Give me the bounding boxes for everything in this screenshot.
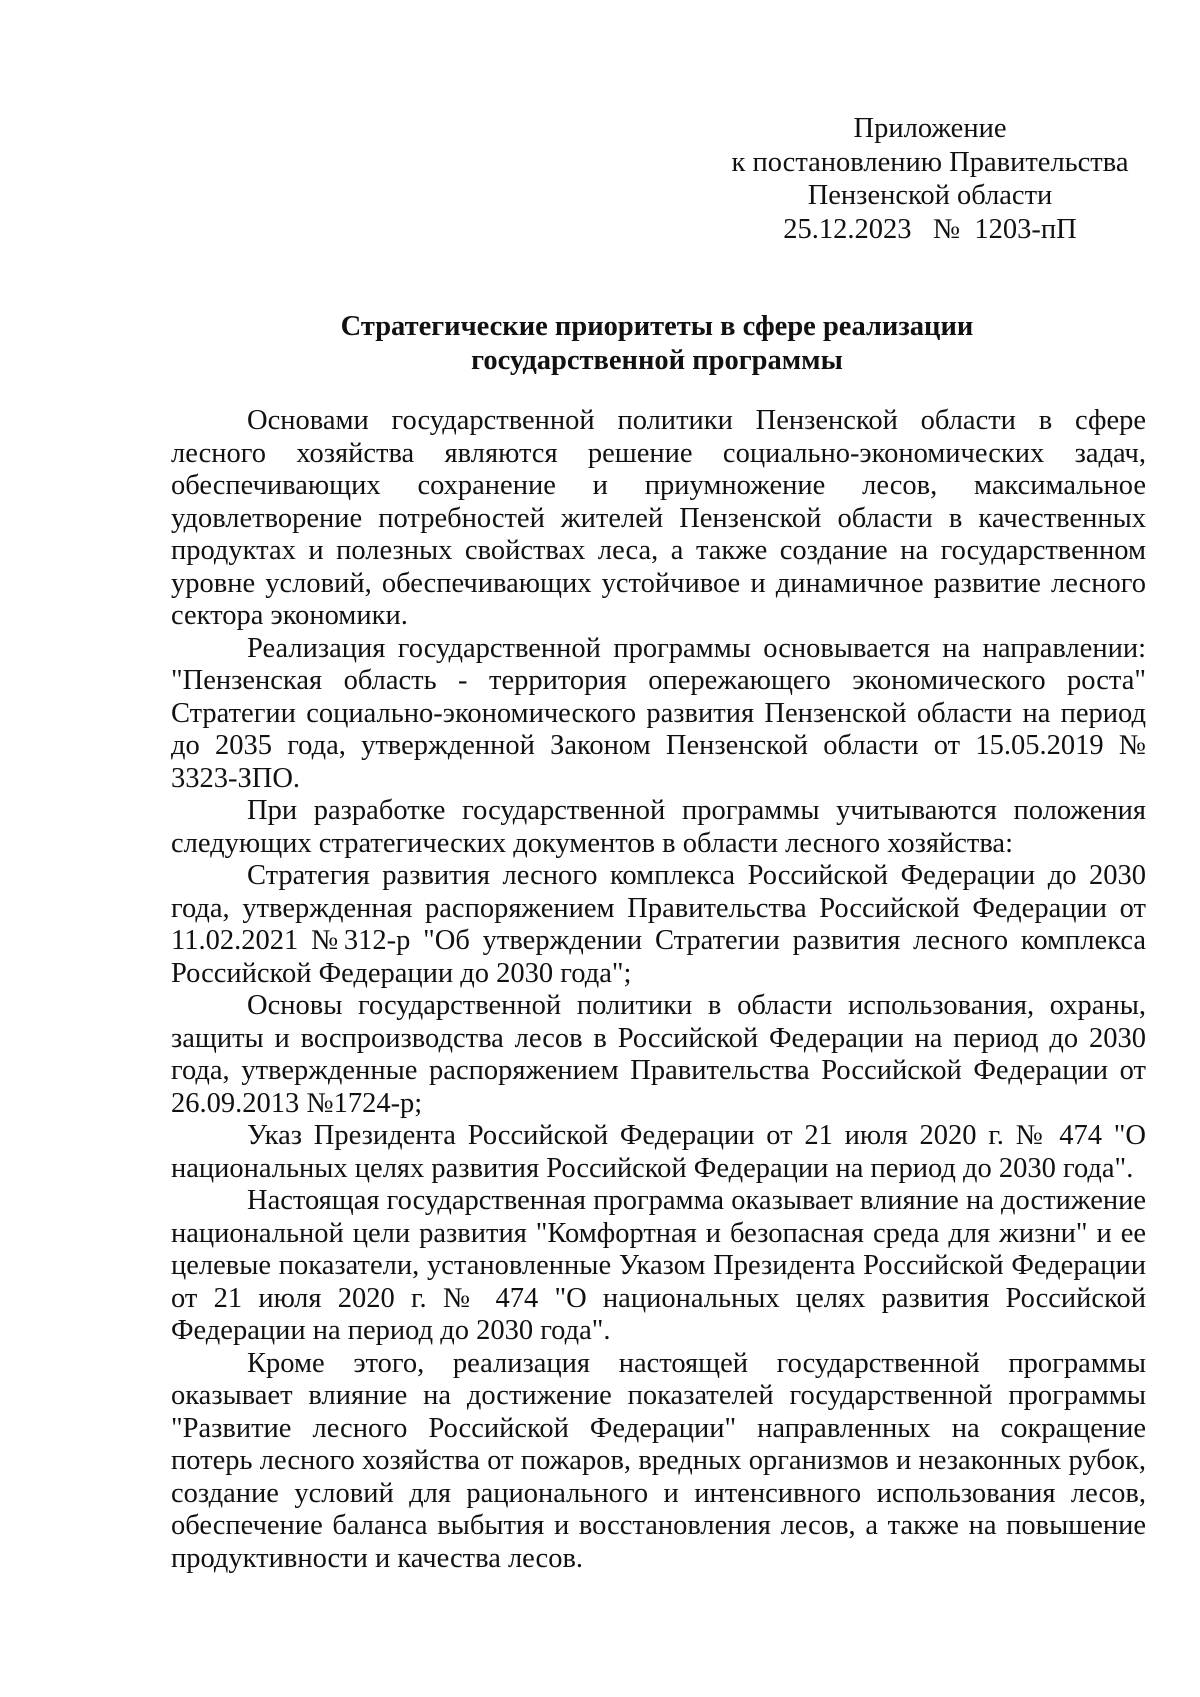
paragraph: Основы государственной политики в области использования, охраны, защиты и воспроизводства лесов в Российской Федерации на период до 2030 года, утвержденные распоряжением Правительства Российской Федерации от 26.09.2013 №1724-р;	[171, 990, 1146, 1119]
paragraph: Настоящая государственная программа оказывает влияние на достижение национальной цели развития "Комфортная и безопасная среда для жизни" и ее целевые показатели, установленные Указом Президента Российской Федерации от 21 июля 2020 г. № 474 "О национальных целях развития Российской Федерации на период до 2030 года".	[171, 1185, 1146, 1346]
appendix-region: Пензенской области	[807, 180, 1053, 211]
document-title-line-2: государственной программы	[471, 344, 843, 376]
paragraph: Основами государственной политики Пензенской области в сфере лесного хозяйства являются решение социально-экономических задач, обеспечивающих сохранение и приумножение лесов, максимальное удовлетворение потребностей жителей Пензенской области в качественных продуктах и полезных свойствах леса, а также создание на государственном уровне условий, обеспечивающих устойчивое и динамичное развитие лесного сектора экономики.	[171, 405, 1146, 631]
document-body	[171, 405, 1146, 1575]
paragraph: Указ Президента Российской Федерации от 21 июля 2020 г. № 474 "О национальных целях развития Российской Федерации на период до 2030 года".	[171, 1120, 1146, 1184]
appendix-header	[715, 112, 1145, 246]
paragraph: Стратегия развития лесного комплекса Российской Федерации до 2030 года, утвержденная распоряжением Правительства Российской Федерации от 11.02.2021 №312-р "Об утверждении Стратегии развития лесного комплекса Российской Федерации до 2030 года";	[171, 860, 1146, 989]
paragraph: Реализация государственной программы основывается на направлении: "Пензенская область - территория опережающего экономического роста" Стратегии социально-экономического развития Пензенской области на период до 2035 года, утвержденной Законом Пензенской области от 15.05.2019 № 3323-ЗПО.	[171, 632, 1146, 794]
document-title	[170, 310, 1144, 377]
document-title-line-1: Стратегические приоритеты в сфере реализации	[340, 311, 974, 342]
appendix-label: Приложение	[853, 113, 1007, 144]
appendix-date-number: 25.12.2023 № 1203-пП	[783, 213, 1077, 245]
paragraph: При разработке государственной программы учитываются положения следующих стратегических документов в области лесного хозяйства:	[171, 795, 1146, 859]
paragraph: Кроме этого, реализация настоящей государственной программы оказывает влияние на достижение показателей государственной программы "Развитие лесного Российской Федерации" направленных на сокращение потерь лесного хозяйства от пожаров, вредных организмов и незаконных рубок, создание условий для рационального и интенсивного использования лесов, обеспечение баланса выбытия и восстановления лесов, а также на повышение продуктивности и качества лесов.	[171, 1347, 1146, 1574]
appendix-reference: к постановлению Правительства	[731, 146, 1129, 178]
